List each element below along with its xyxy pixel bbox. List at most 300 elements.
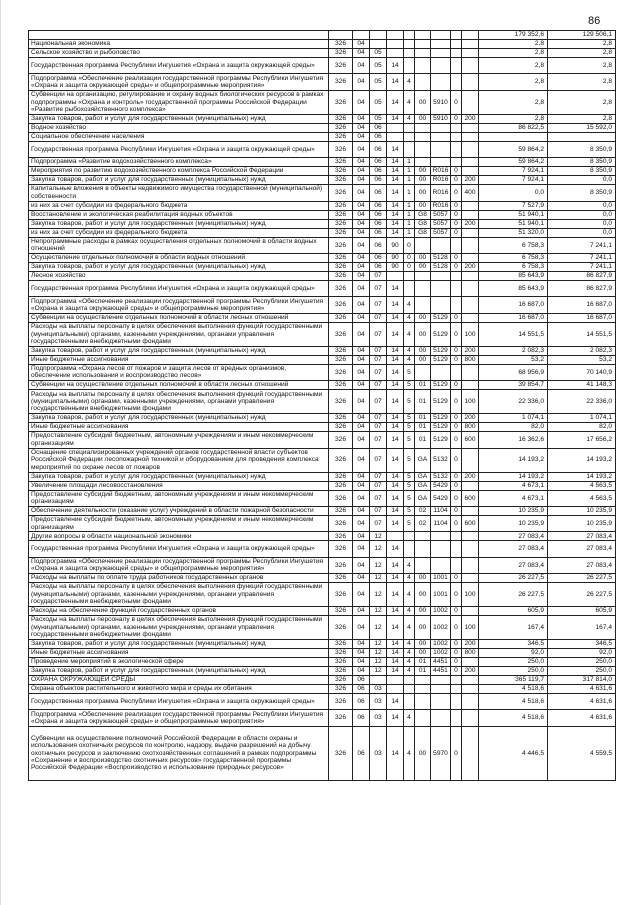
code-ved: 326 xyxy=(329,640,353,649)
code-direction: 5057 xyxy=(431,219,451,228)
code-vr xyxy=(462,481,479,490)
expense-name: Закупка товаров, работ и услуг для государственных (муниципальных) нужд xyxy=(29,176,329,185)
amount-year-2: 10 235,9 xyxy=(548,506,616,515)
code-subprogram: 1 xyxy=(404,167,415,176)
code-pr: 07 xyxy=(370,423,387,432)
code-subprogram xyxy=(404,532,415,541)
page-number: 86 xyxy=(588,15,601,27)
code-program xyxy=(387,123,404,132)
code-vr xyxy=(462,726,479,780)
code-event: GA xyxy=(415,472,431,481)
code-direction: 1002 xyxy=(431,607,451,616)
code-event xyxy=(415,532,431,541)
code-pr: 06 xyxy=(370,253,387,262)
code-direction: 4451 xyxy=(431,658,451,667)
amount-year-1: 4 673,1 xyxy=(479,481,548,490)
expense-name: Предоставление субсидий бюджетным, автономным учреждениям и иным некоммерческим организациям xyxy=(29,515,329,531)
code-vr xyxy=(462,364,479,380)
expense-name: Подпрограмма «Обеспечение реализации государственной программы Республики Ингушетия «Охрана и защита окружающей среды» и общепрограммные мероприятия» xyxy=(29,297,329,313)
code-pr: 06 xyxy=(370,132,387,141)
code-ved: 326 xyxy=(329,381,353,390)
code-vr: 800 xyxy=(462,423,479,432)
code-vr xyxy=(462,448,479,472)
code-pr: 07 xyxy=(370,381,387,390)
code-direction: 5057 xyxy=(431,228,451,237)
code-vr: 200 xyxy=(462,262,479,271)
expense-name: Подпрограмма «Обеспечение реализации государственной программы Республики Ингушетия «Охрана и защита окружающей среды» и общепрограммные мероприятия» xyxy=(29,74,329,90)
code-direction-suffix: 0 xyxy=(451,448,462,472)
code-rz: 04 xyxy=(353,649,370,658)
code-event: 02 xyxy=(415,515,431,531)
code-direction-suffix: 0 xyxy=(451,185,462,201)
amount-year-1: 10 235,9 xyxy=(479,506,548,515)
amount-year-1: 68 956,9 xyxy=(479,364,548,380)
table-body xyxy=(29,31,616,781)
code-direction: 5129 xyxy=(431,390,451,414)
expense-name: Национальная экономика xyxy=(29,40,329,49)
code-direction xyxy=(431,710,451,726)
code-rz: 04 xyxy=(353,90,370,114)
code-direction-suffix xyxy=(451,123,462,132)
code-vr xyxy=(462,210,479,219)
code-vr xyxy=(462,271,479,280)
code-program: 14 xyxy=(387,141,404,157)
code-ved: 326 xyxy=(329,432,353,448)
code-direction-suffix: 0 xyxy=(451,583,462,607)
code-program: 90 xyxy=(387,253,404,262)
table-row xyxy=(29,185,616,201)
code-subprogram xyxy=(404,271,415,280)
code-rz: 04 xyxy=(353,74,370,90)
total-year-2: 129 506,1 xyxy=(548,31,616,40)
code-direction xyxy=(431,557,451,573)
table-row xyxy=(29,414,616,423)
code-direction xyxy=(431,49,451,58)
code-program: 14 xyxy=(387,167,404,176)
amount-year-2: 4 563,5 xyxy=(548,481,616,490)
code-rz: 04 xyxy=(353,262,370,271)
amount-year-1: 7 924,1 xyxy=(479,167,548,176)
code-pr: 12 xyxy=(370,607,387,616)
code-pr: 12 xyxy=(370,574,387,583)
amount-year-1: 6 758,3 xyxy=(479,237,548,253)
table-row xyxy=(29,423,616,432)
code-program: 14 xyxy=(387,280,404,296)
table-row xyxy=(29,210,616,219)
amount-year-2: 14 551,5 xyxy=(548,322,616,346)
code-pr: 07 xyxy=(370,355,387,364)
code-rz: 04 xyxy=(353,506,370,515)
expense-name: Подпрограмма «Охрана лесов от пожаров и защита лесов от вредных организмов, обеспечение использования и воспроизводство лесов» xyxy=(29,364,329,380)
expense-name: из них за счет субсидии из федерального бюджета xyxy=(29,228,329,237)
code-direction-suffix xyxy=(451,280,462,296)
code-program: 14 xyxy=(387,506,404,515)
amount-year-2: 2,8 xyxy=(548,58,616,74)
code-pr: 03 xyxy=(370,726,387,780)
expense-name: Подпрограмма «Обеспечение реализации государственной программы Республики Ингушетия «Охрана и защита окружающей среды» и общепрограммные мероприятия» xyxy=(29,557,329,573)
code-vr xyxy=(462,228,479,237)
code-subprogram: 5 xyxy=(404,432,415,448)
code-event: 01 xyxy=(415,423,431,432)
code-program xyxy=(387,40,404,49)
table-row xyxy=(29,607,616,616)
expense-name: Расходы на выплаты персоналу в целях обеспечения выполнения функций государственными (муниципальными) органами, казенными учреждениями, органами управления государственными внебюджетными фондами xyxy=(29,616,329,640)
code-direction: 4451 xyxy=(431,667,451,676)
code-direction-suffix: 0 xyxy=(451,432,462,448)
code-rz: 04 xyxy=(353,141,370,157)
code-program: 14 xyxy=(387,322,404,346)
expense-name: Расходы на выплаты персоналу в целях обеспечения выполнения функций государственными (муниципальными) органами, казенными учреждениями, органами управления государственными внебюджетными фондами xyxy=(29,583,329,607)
code-direction: 5970 xyxy=(431,726,451,780)
code-vr: 100 xyxy=(462,322,479,346)
code-rz: 04 xyxy=(353,280,370,296)
code-rz: 04 xyxy=(353,185,370,201)
expense-name: Иные бюджетные ассигнования xyxy=(29,423,329,432)
code-pr: 12 xyxy=(370,557,387,573)
code-rz: 04 xyxy=(353,176,370,185)
expense-name: Закупка товаров, работ и услуг для государственных (муниципальных) нужд xyxy=(29,640,329,649)
code-event xyxy=(415,557,431,573)
table-row xyxy=(29,432,616,448)
expense-name: Увеличение площади лесовосстановления xyxy=(29,481,329,490)
expense-name: Расходы на выплаты по оплате труда работников государственных органов xyxy=(29,574,329,583)
amount-year-2: 4 563,5 xyxy=(548,490,616,506)
code-vr xyxy=(462,541,479,557)
code-event: 00 xyxy=(415,167,431,176)
code-event: 00 xyxy=(415,313,431,322)
code-rz: 04 xyxy=(353,355,370,364)
table-row xyxy=(29,132,616,141)
code-program: 14 xyxy=(387,364,404,380)
code-event: 01 xyxy=(415,432,431,448)
code-subprogram: 4 xyxy=(404,583,415,607)
code-vr: 200 xyxy=(462,472,479,481)
code-ved: 326 xyxy=(329,228,353,237)
expense-name: Субвенции на осуществление полномочий Российской Федерации в области охраны и использования охотничьих ресурсов по контролю, надзору, выдаче разрешений на добычу охотничьих ресурсов и заключению охотхозяйственных соглашений в рамках подпрограммы «Сохранение и воспроизводство охотничьих ресурсов» государственной программы Российской Федерации «Воспроизводство и использование природных ресурсов» xyxy=(29,726,329,780)
code-program: 14 xyxy=(387,158,404,167)
code-ved: 326 xyxy=(329,515,353,531)
code-event: G8 xyxy=(415,219,431,228)
expense-name: Расходы на выплаты персоналу в целях обеспечения выполнения функций государственными (муниципальными) органами, казенными учреждениями, органами управления государственными внебюджетными фондами xyxy=(29,322,329,346)
amount-year-2: 4 631,6 xyxy=(548,685,616,694)
table-row xyxy=(29,574,616,583)
code-ved: 326 xyxy=(329,607,353,616)
code-pr: 06 xyxy=(370,219,387,228)
code-direction-suffix: 0 xyxy=(451,649,462,658)
code-vr xyxy=(462,607,479,616)
code-rz: 04 xyxy=(353,381,370,390)
code-direction: 1002 xyxy=(431,616,451,640)
code-program xyxy=(387,532,404,541)
code-vr xyxy=(462,237,479,253)
code-rz: 04 xyxy=(353,557,370,573)
code-event: 00 xyxy=(415,640,431,649)
code-vr: 600 xyxy=(462,432,479,448)
amount-year-1: 51 320,0 xyxy=(479,228,548,237)
code-program: 14 xyxy=(387,710,404,726)
code-direction-suffix: 0 xyxy=(451,114,462,123)
code-vr xyxy=(462,132,479,141)
code-rz: 06 xyxy=(353,694,370,710)
budget-table-container xyxy=(28,30,615,781)
code-vr xyxy=(462,658,479,667)
amount-year-1: 250,0 xyxy=(479,667,548,676)
code-direction-suffix xyxy=(451,685,462,694)
code-ved: 326 xyxy=(329,490,353,506)
amount-year-2: 0,0 xyxy=(548,228,616,237)
code-direction: 5910 xyxy=(431,90,451,114)
code-direction-suffix: 0 xyxy=(451,506,462,515)
amount-year-1: 51 940,1 xyxy=(479,219,548,228)
code-subprogram: 1 xyxy=(404,210,415,219)
code-event: 01 xyxy=(415,414,431,423)
amount-year-2: 14 193,2 xyxy=(548,448,616,472)
code-event: 00 xyxy=(415,90,431,114)
expense-name: Субвенции на осуществление отдельных полномочий в области лесных отношений xyxy=(29,381,329,390)
code-direction xyxy=(431,676,451,685)
code-subprogram: 5 xyxy=(404,481,415,490)
code-direction: 5128 xyxy=(431,253,451,262)
code-subprogram: 1 xyxy=(404,228,415,237)
code-direction-suffix: 0 xyxy=(451,201,462,210)
code-subprogram xyxy=(404,141,415,157)
code-vr xyxy=(462,201,479,210)
code-ved: 326 xyxy=(329,481,353,490)
code-subprogram: 1 xyxy=(404,219,415,228)
table-row xyxy=(29,271,616,280)
table-row xyxy=(29,640,616,649)
amount-year-1: 26 227,5 xyxy=(479,574,548,583)
code-rz: 04 xyxy=(353,640,370,649)
code-ved: 326 xyxy=(329,90,353,114)
code-program: 14 xyxy=(387,515,404,531)
table-row xyxy=(29,228,616,237)
code-program: 14 xyxy=(387,313,404,322)
code-pr: 07 xyxy=(370,506,387,515)
expense-name: Закупка товаров, работ и услуг для государственных (муниципальных) нужд xyxy=(29,262,329,271)
code-subprogram xyxy=(404,123,415,132)
code-direction-suffix: 0 xyxy=(451,423,462,432)
amount-year-2: 27 083,4 xyxy=(548,532,616,541)
amount-year-1: 2,8 xyxy=(479,114,548,123)
code-rz: 04 xyxy=(353,167,370,176)
amount-year-2: 2,8 xyxy=(548,40,616,49)
code-direction xyxy=(431,132,451,141)
expense-name: Предоставление субсидий бюджетным, автономным учреждениям и иным некоммерческим организациям xyxy=(29,490,329,506)
code-event xyxy=(415,297,431,313)
amount-year-1: 2,8 xyxy=(479,90,548,114)
amount-year-2: 10 235,9 xyxy=(548,515,616,531)
expense-name: Подпрограмма «Обеспечение реализации государственной программы Республики Ингушетия «Охрана и защита окружающей среды» и общепрограммные мероприятия» xyxy=(29,710,329,726)
amount-year-1: 16 687,0 xyxy=(479,313,548,322)
code-rz: 04 xyxy=(353,313,370,322)
code-direction-suffix: 0 xyxy=(451,667,462,676)
code-pr: 03 xyxy=(370,710,387,726)
amount-year-1: 7 527,9 xyxy=(479,201,548,210)
code-ved: 326 xyxy=(329,694,353,710)
expense-name: Субвенции на организацию, регулирование и охрану водных биологических ресурсов в рамках подпрограммы «Охрана и контроль» государственной программы Российской Федерации «Развитие рыбохозяйственного комплекса» xyxy=(29,90,329,114)
amount-year-1: 27 083,4 xyxy=(479,532,548,541)
code-direction-suffix: 0 xyxy=(451,322,462,346)
amount-year-1: 51 940,1 xyxy=(479,210,548,219)
code-subprogram: 5 xyxy=(404,381,415,390)
table-row xyxy=(29,506,616,515)
code-event xyxy=(415,49,431,58)
code-direction: 5129 xyxy=(431,414,451,423)
code-vr: 800 xyxy=(462,355,479,364)
code-direction xyxy=(431,141,451,157)
amount-year-2: 26 227,5 xyxy=(548,583,616,607)
code-ved: 326 xyxy=(329,685,353,694)
amount-year-1: 82,0 xyxy=(479,423,548,432)
amount-year-2: 2,8 xyxy=(548,90,616,114)
code-direction-suffix xyxy=(451,74,462,90)
code-subprogram: 4 xyxy=(404,710,415,726)
code-pr: 12 xyxy=(370,640,387,649)
code-pr: 07 xyxy=(370,390,387,414)
code-program: 90 xyxy=(387,237,404,253)
code-direction-suffix xyxy=(451,694,462,710)
amount-year-1: 10 235,9 xyxy=(479,515,548,531)
code-vr xyxy=(462,574,479,583)
code-direction: 5129 xyxy=(431,346,451,355)
table-row xyxy=(29,49,616,58)
code-program: 14 xyxy=(387,667,404,676)
code-direction: R016 xyxy=(431,167,451,176)
amount-year-1: 2,8 xyxy=(479,49,548,58)
code-pr: 06 xyxy=(370,201,387,210)
code-event xyxy=(415,141,431,157)
code-program xyxy=(387,685,404,694)
code-pr: 07 xyxy=(370,448,387,472)
code-direction-suffix: 0 xyxy=(451,346,462,355)
amount-year-2: 167,4 xyxy=(548,616,616,640)
code-program: 90 xyxy=(387,262,404,271)
amount-year-2: 250,0 xyxy=(548,658,616,667)
amount-year-1: 16 362,6 xyxy=(479,432,548,448)
code-direction-suffix xyxy=(451,237,462,253)
code-ved: 326 xyxy=(329,414,353,423)
code-subprogram: 5 xyxy=(404,364,415,380)
code-subprogram: 5 xyxy=(404,423,415,432)
amount-year-2 xyxy=(548,132,616,141)
amount-year-2: 1 074,1 xyxy=(548,414,616,423)
code-subprogram xyxy=(404,40,415,49)
code-direction-suffix xyxy=(451,158,462,167)
code-program: 14 xyxy=(387,346,404,355)
code-ved: 326 xyxy=(329,49,353,58)
amount-year-2: 8 350,9 xyxy=(548,167,616,176)
code-program: 14 xyxy=(387,607,404,616)
code-rz: 04 xyxy=(353,432,370,448)
table-row xyxy=(29,313,616,322)
code-direction xyxy=(431,40,451,49)
code-event: 00 xyxy=(415,649,431,658)
code-event: 00 xyxy=(415,574,431,583)
code-event: 01 xyxy=(415,667,431,676)
amount-year-2: 86 827,9 xyxy=(548,280,616,296)
code-direction: 5429 xyxy=(431,481,451,490)
code-subprogram: 0 xyxy=(404,262,415,271)
code-subprogram: 4 xyxy=(404,726,415,780)
amount-year-2: 0,0 xyxy=(548,219,616,228)
code-vr xyxy=(462,141,479,157)
code-subprogram: 4 xyxy=(404,640,415,649)
code-rz: 04 xyxy=(353,322,370,346)
code-direction-suffix xyxy=(451,557,462,573)
amount-year-2: 4 631,6 xyxy=(548,710,616,726)
table-row xyxy=(29,141,616,157)
code-subprogram: 4 xyxy=(404,607,415,616)
expense-name: Сельское хозяйство и рыболовство xyxy=(29,49,329,58)
code-subprogram: 4 xyxy=(404,649,415,658)
code-vr xyxy=(462,253,479,262)
amount-year-1: 346,5 xyxy=(479,640,548,649)
table-row xyxy=(29,726,616,780)
code-ved: 326 xyxy=(329,201,353,210)
code-vr: 100 xyxy=(462,583,479,607)
amount-year-1: 14 193,2 xyxy=(479,448,548,472)
table-row xyxy=(29,297,616,313)
code-subprogram: 5 xyxy=(404,506,415,515)
amount-year-1: 365 119,7 xyxy=(479,676,548,685)
code-pr: 12 xyxy=(370,649,387,658)
amount-year-2: 8 350,9 xyxy=(548,185,616,201)
code-ved: 326 xyxy=(329,726,353,780)
expense-name: Закупка товаров, работ и услуг для государственных (муниципальных) нужд xyxy=(29,114,329,123)
code-rz: 04 xyxy=(353,390,370,414)
expense-name: Обеспечение деятельности (оказание услуг) учреждений в области пожарной безопасности xyxy=(29,506,329,515)
code-pr: 07 xyxy=(370,490,387,506)
code-ved: 326 xyxy=(329,423,353,432)
code-program xyxy=(387,49,404,58)
amount-year-1: 22 336,0 xyxy=(479,390,548,414)
code-pr: 07 xyxy=(370,515,387,531)
amount-year-2: 27 083,4 xyxy=(548,557,616,573)
table-row xyxy=(29,667,616,676)
expense-name: из них за счет субсидии из федерального бюджета xyxy=(29,201,329,210)
table-row xyxy=(29,448,616,472)
code-program: 14 xyxy=(387,481,404,490)
table-row xyxy=(29,74,616,90)
code-event: 00 xyxy=(415,355,431,364)
code-pr: 03 xyxy=(370,685,387,694)
amount-year-1: 4 518,6 xyxy=(479,685,548,694)
code-subprogram: 4 xyxy=(404,114,415,123)
code-rz: 04 xyxy=(353,667,370,676)
code-rz: 04 xyxy=(353,58,370,74)
code-ved: 326 xyxy=(329,141,353,157)
code-direction-suffix: 0 xyxy=(451,219,462,228)
expense-name: Закупка товаров, работ и услуг для государственных (муниципальных) нужд xyxy=(29,472,329,481)
code-event xyxy=(415,40,431,49)
code-program: 14 xyxy=(387,490,404,506)
code-pr: 07 xyxy=(370,346,387,355)
amount-year-2: 2 082,3 xyxy=(548,346,616,355)
code-ved: 326 xyxy=(329,355,353,364)
code-vr: 200 xyxy=(462,640,479,649)
code-rz: 04 xyxy=(353,210,370,219)
code-vr xyxy=(462,40,479,49)
budget-table xyxy=(28,30,616,781)
table-row xyxy=(29,658,616,667)
code-direction-suffix: 0 xyxy=(451,262,462,271)
totals-row xyxy=(29,31,616,40)
code-vr xyxy=(462,74,479,90)
code-direction-suffix: 0 xyxy=(451,167,462,176)
amount-year-1: 27 083,4 xyxy=(479,557,548,573)
code-program: 14 xyxy=(387,616,404,640)
